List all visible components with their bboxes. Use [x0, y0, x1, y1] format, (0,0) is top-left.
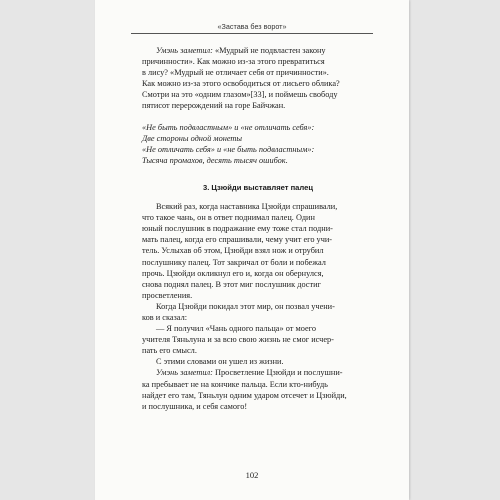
verse-line: Тысяча промахов, десять тысяч ошибок.: [142, 155, 288, 165]
commentary-line: ка пребывает не на кончике пальца. Если кто-нибудь: [142, 379, 328, 389]
verse-line: «Не быть подвластным» и «не отличать себя»:: [142, 122, 315, 132]
paragraph-line: просветления.: [142, 290, 193, 300]
commentary-label: Умэнь заметил:: [156, 46, 213, 55]
commentary-line: причинности». Как можно из-за этого превратиться: [142, 57, 325, 67]
header-rule: [131, 33, 373, 34]
paragraph-line: тель. Услыхав об этом, Цзюйди взял нож и отрубил: [142, 246, 324, 256]
section-title: 3. Цзюйди выставляет палец: [202, 182, 314, 192]
paragraph-line: послушнику палец. Тот закричал от боли и побежал: [142, 257, 326, 267]
paragraph-line: — Я получил «Чань одного пальца» от моего: [156, 324, 316, 334]
paragraph-line: юный послушник в подражание ему тоже стал подни-: [142, 224, 333, 234]
paragraph-line: мать палец, когда его спрашивали, чему учит его учи-: [142, 235, 333, 245]
commentary-line: пятисот перерождений на горе Байчжан.: [142, 101, 286, 111]
book-page: [95, 0, 409, 500]
paragraph-line: снова поднял палец. В этот миг послушник достиг: [142, 279, 321, 289]
verse-line: Две стороны одной монеты: [142, 133, 243, 143]
commentary-line: Умэнь заметил: Просветление Цзюйди и послушни-: [156, 368, 343, 378]
paragraph-line: учителя Тяньлуна и за всю свою жизнь не смог исчер-: [142, 335, 334, 345]
commentary-line: и послушника, и себя самого!: [142, 401, 248, 411]
page-number: 102: [245, 470, 259, 480]
paragraph-line: Всякий раз, когда наставника Цзюйди спрашивали,: [156, 202, 338, 212]
body-text: [142, 45, 374, 412]
paragraph-line: что такое чань, он в ответ поднимал палец. Один: [142, 213, 315, 223]
commentary-line: Умэнь заметил: «Мудрый не подвластен закону: [156, 46, 326, 55]
paragraph-line: прочь. Цзюйди окликнул его и, когда он обернулся,: [142, 268, 324, 278]
paragraph-line: пать его смысл.: [142, 346, 197, 356]
paragraph-line: С этими словами он ушел из жизни.: [156, 357, 284, 367]
running-head: «Застава без ворот»: [217, 22, 287, 31]
commentary-label: Умэнь заметил:: [156, 368, 213, 378]
commentary-line: Смотри на это «одним глазом»[33], и поймешь свободу: [142, 90, 338, 100]
paragraph-line: Когда Цзюйди покидал этот мир, он позвал учени-: [156, 301, 335, 311]
commentary-line: Как можно из-за этого освободиться от лисьего облика?: [142, 79, 340, 89]
commentary-line: найдет его там, Тяньлун одним ударом отсечет и Цзюйди,: [142, 390, 347, 400]
verse-line: «Не отличать себя» и «не быть подвластным»:: [142, 144, 315, 154]
commentary-line: в лису? «Мудрый не отличает себя от причинности».: [142, 68, 329, 78]
paragraph-line: ков и сказал:: [142, 312, 188, 322]
